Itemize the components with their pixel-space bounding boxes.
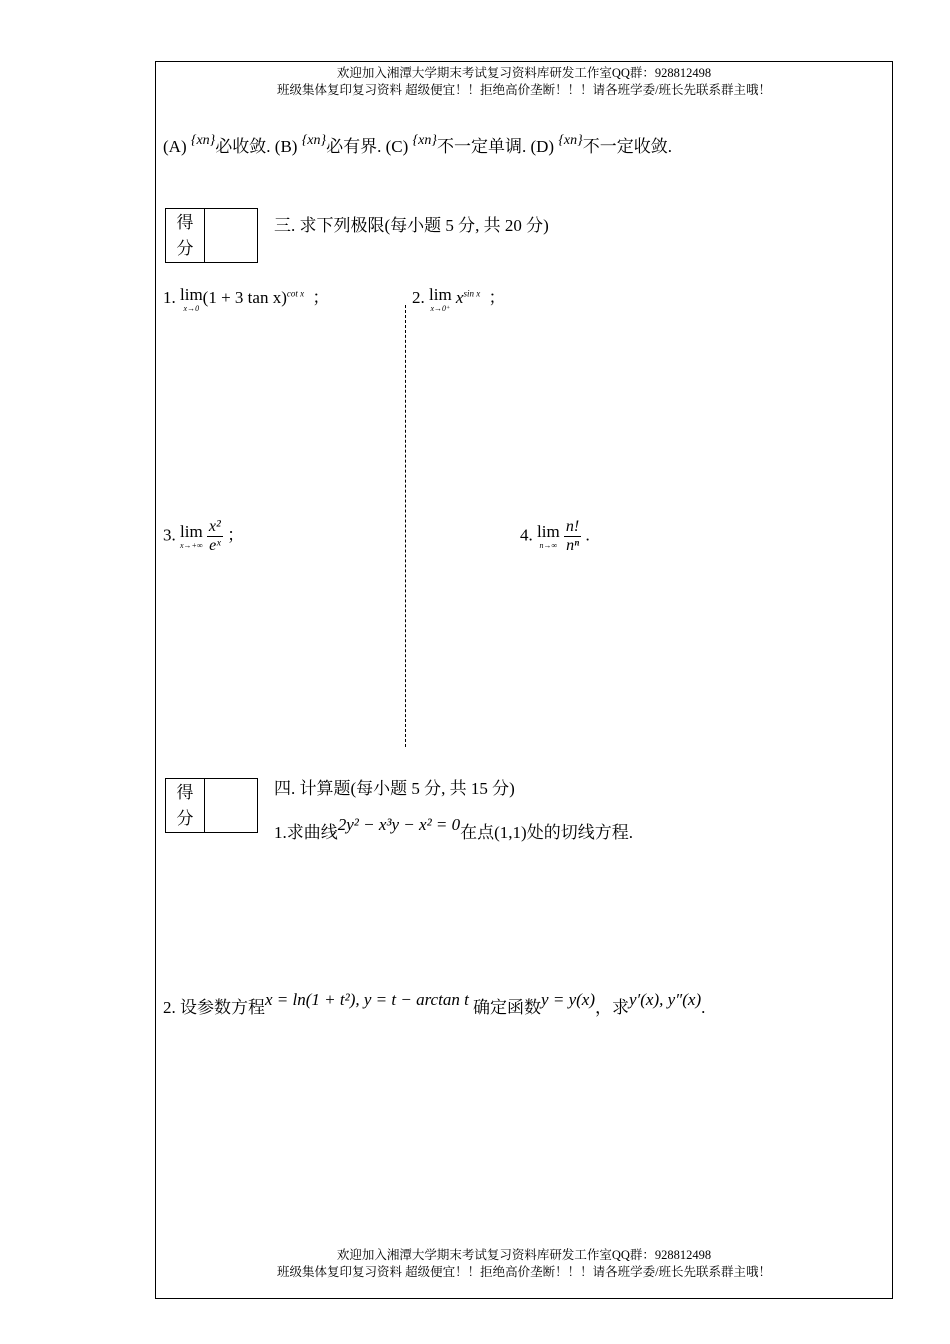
problem-1-number: 1.	[163, 288, 176, 307]
dashed-divider	[405, 305, 406, 747]
problem-4-number: 4.	[520, 525, 533, 545]
problem-1-end: ；	[312, 288, 330, 307]
score-box-section4	[165, 778, 258, 833]
problem-3-denominator: eˣ	[209, 537, 221, 554]
header-ad-line1: 欢迎加入湘潭大学期末考试复习资料库研发工作室QQ群：928812498	[336, 66, 712, 80]
option-b-seq: {xn}	[301, 133, 327, 148]
problem-1-exp: cot x	[286, 288, 305, 299]
problem-2-lim	[429, 286, 452, 313]
question-1	[274, 815, 633, 843]
problem-3-lim-sub: x→+∞	[180, 541, 203, 550]
option-b-label: (B)	[274, 137, 298, 156]
section4-title: 四. 计算题(每小题 5 分, 共 15 分)	[274, 779, 515, 798]
score-box-label	[166, 209, 205, 262]
header-ad	[155, 65, 893, 99]
problem-2-lim-sub: x→0⁺	[430, 303, 451, 313]
problem-2	[412, 283, 505, 313]
score-box-section3	[165, 208, 258, 263]
header-ad-line2: 班级集体复印复习资料 超级便宜！！拒绝高价垄断！！！请各班学委/班长先联系群主哦！	[276, 83, 772, 97]
option-b-text: 必有界.	[326, 137, 382, 156]
score-box-label-line2: 分	[176, 809, 194, 828]
option-c-text: 不一定单调.	[436, 137, 527, 156]
problem-3	[163, 518, 244, 555]
page-frame	[155, 61, 893, 1299]
problem-3-lim-word: lim	[180, 522, 203, 541]
option-c-seq: {xn}	[412, 133, 437, 148]
problem-4-lim-word: lim	[537, 522, 560, 541]
section3-title: 三. 求下列极限(每小题 5 分, 共 20 分)	[274, 216, 549, 235]
problem-1	[163, 283, 329, 313]
problem-2-exp: sin x	[463, 288, 481, 299]
question-2-equation: x = ln(1 + t²), y = t − arctan t	[265, 990, 469, 1009]
footer-ad-line2: 班级集体复印复习资料 超级便宜！！拒绝高价垄断！！！请各班学委/班长先联系群主哦！	[276, 1265, 772, 1279]
problem-2-end: ；	[488, 288, 506, 307]
question-1-post: 在点(1,1)处的切线方程.	[460, 823, 633, 842]
question-2-pre: 2. 设参数方程	[163, 998, 265, 1017]
option-a-text: 必收敛.	[215, 137, 271, 156]
question-2-target: y′(x), y″(x)	[628, 990, 702, 1009]
problem-4-end: .	[585, 525, 590, 545]
problem-2-expr: x	[455, 288, 464, 307]
score-box-label-line1: 得	[176, 783, 194, 802]
option-c-label: (C)	[385, 137, 409, 156]
problem-4-lim	[537, 523, 560, 550]
question-2-mid: 确定函数	[473, 998, 542, 1017]
options-row	[163, 132, 672, 157]
option-a-seq: {xn}	[190, 133, 216, 148]
problem-3-end: ；	[227, 525, 245, 545]
problem-1-expr: (1 + 3 tan x)	[202, 288, 287, 307]
problem-3-lim	[180, 523, 203, 550]
option-a-label: (A)	[163, 137, 187, 156]
option-d-label: (D)	[530, 137, 555, 156]
problem-3-number: 3.	[163, 525, 176, 545]
score-box-label-line2: 分	[176, 239, 194, 258]
problem-3-numerator: x²	[208, 518, 221, 535]
problem-4	[520, 518, 590, 555]
problem-3-fraction	[207, 518, 223, 555]
score-box-blank[interactable]	[205, 209, 257, 262]
question-1-pre: 1.求曲线	[274, 823, 338, 842]
question-2-function: y = y(x)	[541, 990, 595, 1009]
question-2-ask: ，求	[594, 998, 629, 1017]
problem-1-lim-word: lim	[180, 284, 203, 304]
question-1-equation: 2y² − x³y − x² = 0	[337, 815, 461, 834]
footer-ad	[155, 1247, 893, 1281]
score-box-label-line1: 得	[176, 213, 194, 232]
score-box-blank[interactable]	[205, 779, 257, 832]
option-d-text: 不一定收敛.	[582, 137, 672, 156]
problem-1-lim	[180, 286, 203, 313]
problem-2-number: 2.	[412, 288, 425, 307]
footer-ad-line1: 欢迎加入湘潭大学期末考试复习资料库研发工作室QQ群：928812498	[336, 1248, 712, 1262]
problem-4-numerator: n!	[565, 518, 580, 535]
problem-1-lim-sub: x→0	[183, 303, 200, 313]
problem-4-lim-sub: n→∞	[539, 541, 558, 550]
question-2-end: .	[701, 998, 706, 1017]
option-d-seq: {xn}	[558, 133, 583, 148]
problem-2-lim-word: lim	[429, 284, 452, 304]
score-box-label	[166, 779, 205, 832]
problem-4-denominator: nⁿ	[566, 537, 580, 554]
problem-4-fraction	[564, 518, 581, 555]
question-2	[163, 990, 706, 1018]
